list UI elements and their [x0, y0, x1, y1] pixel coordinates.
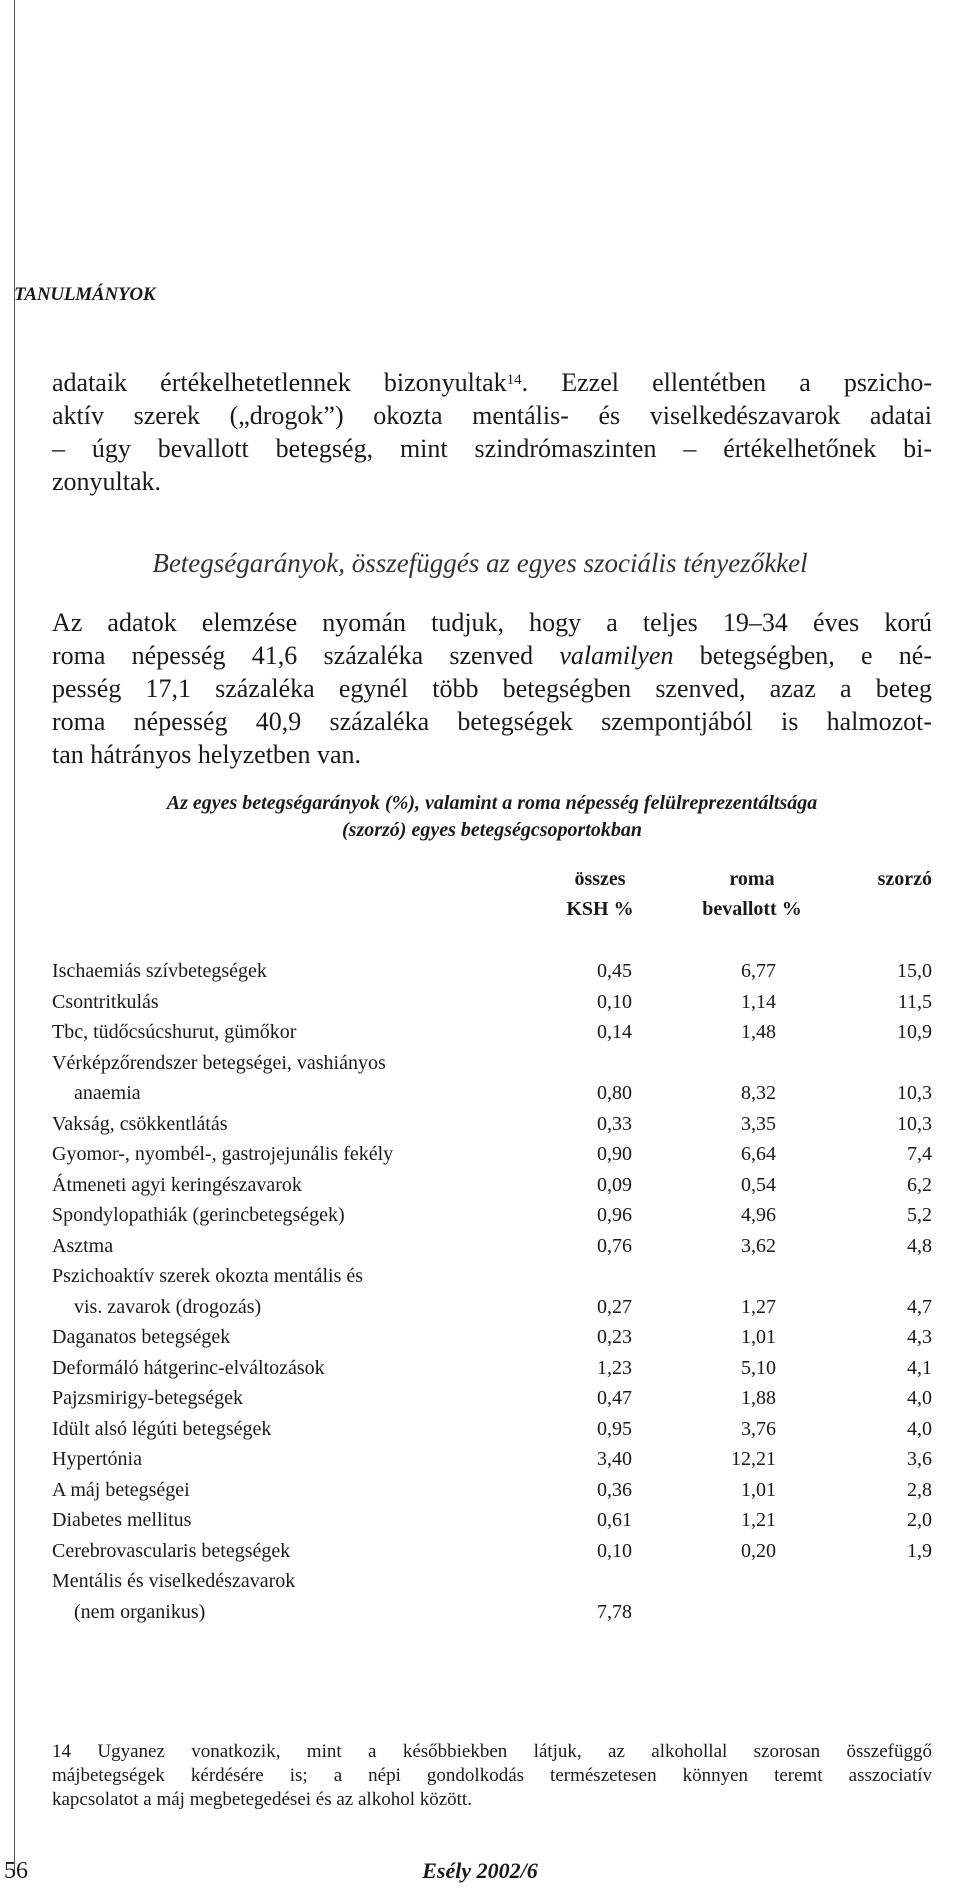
cell-roma: 1,27: [741, 1295, 776, 1318]
table-title: [52, 790, 932, 844]
table-row: [52, 1326, 932, 1357]
left-margin-rule: [14, 0, 15, 1872]
cell-szorzo: 11,5: [897, 990, 932, 1013]
row-label: Daganatos betegségek: [52, 1326, 231, 1348]
paragraph-line: pesség 17,1 százaléka egynél több betegségben szenved, azaz a beteg: [52, 674, 932, 703]
table-row: [52, 1357, 932, 1388]
cell-roma: 4,96: [741, 1204, 776, 1226]
row-label: Diabetes mellitus: [52, 1509, 192, 1531]
cell-szorzo: 4,3: [907, 1326, 932, 1348]
cell-roma: 6,64: [741, 1143, 776, 1165]
paragraph-line: Az adatok elemzése nyomán tudjuk, hogy a teljes 19–34 éves korú: [52, 608, 932, 637]
text-run: roma népesség 41,6 százaléka szenved: [52, 641, 560, 670]
cell-roma: 12,21: [731, 1448, 776, 1470]
cell-roma: 3,35: [741, 1112, 776, 1135]
paragraph-line: tan hátrányos helyzetben van.: [52, 740, 361, 769]
table-row: [52, 960, 932, 991]
footnote-line: kapcsolatot a máj megbetegedései és az alkohol között.: [52, 1789, 472, 1810]
cell-ksh: 0,10: [597, 990, 632, 1013]
cell-ksh: 0,96: [597, 1204, 632, 1226]
italic-text: valamilyen: [559, 641, 674, 670]
table-row: [52, 1235, 932, 1266]
cell-szorzo: 4,0: [907, 1417, 932, 1440]
paragraph-2: [52, 606, 932, 771]
cell-szorzo: 6,2: [907, 1173, 932, 1196]
row-label: vis. zavarok (drogozás): [74, 1295, 262, 1318]
text-run: betegségben, e né-: [673, 641, 932, 670]
cell-ksh: 0,09: [597, 1173, 632, 1196]
row-label: Gyomor-, nyombél-, gastrojejunális fekély: [52, 1143, 394, 1165]
table-row: [52, 1479, 932, 1510]
footnote-line: májbetegségek kérdésére is; a népi gondolkodás természetesen könnyen teremt asszociatív: [52, 1765, 932, 1786]
footnote: [52, 1740, 932, 1812]
footnote-ref[interactable]: 14: [506, 372, 522, 388]
row-label: Hypertónia: [52, 1448, 142, 1470]
row-label: Idült alsó légúti betegségek: [52, 1417, 272, 1440]
column-header-line: KSH %: [566, 898, 634, 920]
paragraph-line: zonyultak.: [52, 467, 162, 496]
cell-roma: 1,14: [741, 990, 776, 1013]
row-label: Pajzsmirigy-betegségek: [52, 1387, 244, 1409]
paragraph-line: [52, 366, 932, 399]
row-label: anaemia: [74, 1082, 141, 1104]
cell-ksh: 0,10: [597, 1539, 632, 1562]
table-row: [52, 1570, 932, 1601]
cell-szorzo: 4,0: [907, 1387, 932, 1409]
cell-roma: 1,21: [741, 1509, 776, 1531]
cell-szorzo: 4,1: [907, 1356, 932, 1379]
table-title-line: Az egyes betegségarányok (%), valamint a roma népesség felülreprezentáltsága: [166, 792, 818, 814]
cell-szorzo: 2,8: [907, 1478, 932, 1501]
table-row: [52, 991, 932, 1022]
cell-roma: 0,20: [741, 1539, 776, 1562]
row-label: Mentális és viselkedészavarok: [52, 1570, 296, 1592]
cell-ksh: 1,23: [597, 1356, 632, 1379]
cell-szorzo: 1,9: [907, 1539, 932, 1562]
cell-ksh: 3,40: [597, 1448, 632, 1470]
cell-ksh: 0,90: [597, 1143, 632, 1165]
footnote-line: 14 Ugyanez vonatkozik, mint a későbbiekben látjuk, az alkohollal szorosan összefüggő: [52, 1741, 932, 1762]
row-label: Spondylopathiák (gerincbetegségek): [52, 1204, 345, 1226]
row-label: Ischaemiás szívbetegségek: [52, 960, 267, 982]
row-label: Deformáló hátgerinc-elváltozások: [52, 1356, 325, 1379]
cell-ksh: 0,23: [597, 1326, 632, 1348]
column-header-line: szorzó: [877, 868, 932, 890]
cell-roma: 1,01: [741, 1478, 776, 1501]
table-row: [52, 1601, 932, 1632]
cell-ksh: 0,95: [597, 1417, 632, 1440]
table-row: [52, 1296, 932, 1327]
table-row: [52, 1448, 932, 1479]
table-row: [52, 1387, 932, 1418]
cell-szorzo: 15,0: [897, 960, 932, 982]
cell-roma: 5,10: [741, 1356, 776, 1379]
table-row: [52, 1113, 932, 1144]
paragraph-line: roma népesség 40,9 százaléka betegségek szempontjából is halmozot-: [52, 707, 932, 736]
cell-szorzo: 2,0: [907, 1509, 932, 1531]
cell-roma: 8,32: [741, 1082, 776, 1104]
column-header-line: roma: [729, 868, 775, 890]
cell-roma: 3,76: [741, 1417, 776, 1440]
cell-szorzo: 3,6: [907, 1448, 932, 1470]
column-header-ksh: [540, 864, 660, 924]
table-row: [52, 1052, 932, 1083]
table-row: [52, 1174, 932, 1205]
table-row: [52, 1418, 932, 1449]
paragraph-1: [52, 366, 932, 498]
row-label: Vérképzőrendszer betegségei, vashiányos: [52, 1051, 386, 1074]
row-label: Asztma: [52, 1234, 114, 1257]
journal-name: Esély 2002/6: [422, 1858, 538, 1883]
table-row: [52, 1143, 932, 1174]
table-row: [52, 1509, 932, 1540]
disease-table: [52, 960, 932, 1631]
cell-ksh: 0,33: [597, 1112, 632, 1135]
cell-ksh: 0,36: [597, 1478, 632, 1501]
cell-ksh: 0,80: [597, 1082, 632, 1104]
table-title-line: (szorzó) egyes betegségcsoportokban: [342, 819, 642, 841]
row-label: A máj betegségei: [52, 1478, 190, 1501]
table-row: [52, 1021, 932, 1052]
table-row: [52, 1265, 932, 1296]
cell-roma: 1,48: [741, 1021, 776, 1043]
paragraph-line: aktív szerek („drogok”) okozta mentális- és viselkedészavarok adatai: [52, 401, 932, 430]
cell-ksh: 0,27: [597, 1295, 632, 1318]
row-label: Tbc, tüdőcsúcshurut, gümőkor: [52, 1021, 297, 1043]
table-row: [52, 1540, 932, 1571]
cell-ksh: 0,47: [597, 1387, 632, 1409]
cell-szorzo: 10,3: [897, 1082, 932, 1104]
text-run: adataik értékelhetetlennek bizonyultak: [52, 368, 507, 397]
cell-ksh: 0,45: [597, 960, 632, 982]
text-run: . Ezzel ellentétben a pszicho-: [521, 368, 933, 397]
section-label: TANULMÁNYOK: [14, 284, 156, 305]
cell-roma: 0,54: [741, 1173, 776, 1196]
row-label: Vakság, csökkentlátás: [52, 1112, 228, 1135]
cell-szorzo: 10,9: [897, 1021, 932, 1043]
cell-ksh: 0,76: [597, 1234, 632, 1257]
cell-szorzo: 10,3: [897, 1112, 932, 1135]
cell-roma: 1,88: [741, 1387, 776, 1409]
row-label: Cerebrovascularis betegségek: [52, 1539, 291, 1562]
cell-ksh: 0,14: [597, 1021, 632, 1043]
row-label: (nem organikus): [74, 1600, 206, 1623]
cell-szorzo: 7,4: [907, 1143, 932, 1165]
cell-szorzo: 5,2: [907, 1204, 932, 1226]
cell-roma: 1,01: [741, 1326, 776, 1348]
column-header-roma: [672, 864, 832, 924]
table-row: [52, 1204, 932, 1235]
cell-roma: 3,62: [741, 1234, 776, 1257]
column-header-szorzo: [842, 864, 932, 894]
cell-roma: 6,77: [741, 960, 776, 982]
cell-szorzo: 4,7: [907, 1295, 932, 1318]
section-heading: Betegségarányok, összefüggés az egyes szociális tényezőkkel: [152, 548, 808, 578]
paragraph-line: – úgy bevallott betegség, mint szindrómaszinten – értékelhetőnek bi-: [52, 434, 932, 463]
cell-ksh: 0,61: [597, 1509, 632, 1531]
table-row: [52, 1082, 932, 1113]
paragraph-line: [52, 639, 932, 672]
cell-szorzo: 4,8: [907, 1234, 932, 1257]
page-number: 56: [4, 1858, 28, 1884]
column-header-line: összes: [574, 868, 626, 890]
row-label: Pszichoaktív szerek okozta mentális és: [52, 1265, 364, 1287]
column-header-line: bevallott %: [702, 898, 802, 920]
row-label: Átmeneti agyi keringészavarok: [52, 1173, 302, 1196]
cell-ksh: 7,78: [597, 1600, 632, 1623]
row-label: Csontritkulás: [52, 990, 159, 1013]
